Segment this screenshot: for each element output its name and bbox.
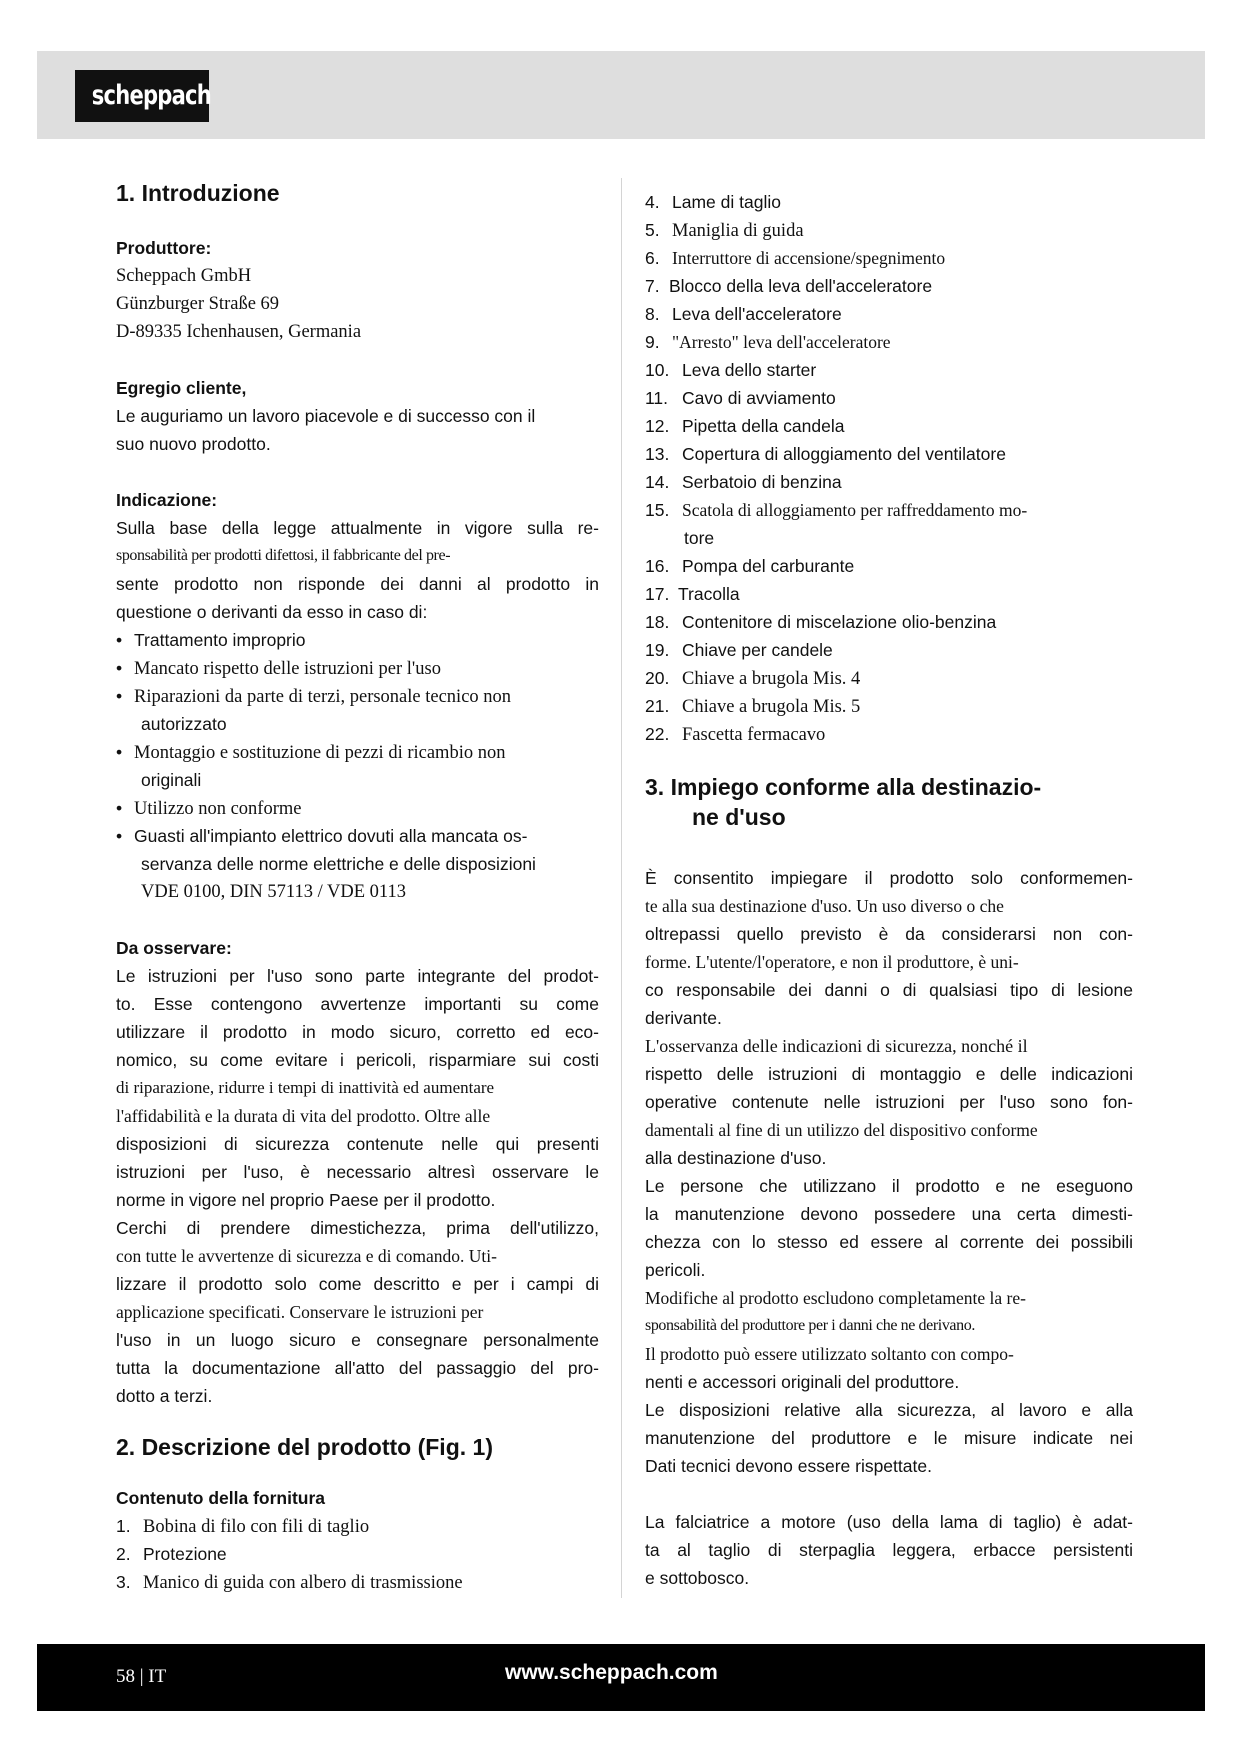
intended-use-text: nenti e accessori originali del produttore. [645,1372,960,1392]
dear-customer-text: Le auguriamo un lavoro piacevole e di successo con il [116,406,536,426]
list-item: 5. Maniglia di guida [645,220,804,241]
intended-use-text: ta al taglio di sterpaglia leggera, erbacce persistenti [645,1540,1133,1560]
list-item: 19. Chiave per candele [645,640,833,660]
observe-text: l'affidabilità e la durata di vita del prodotto. Oltre alle [116,1106,491,1126]
observe-text: to. Esse contengono avvertenze importanti su come [116,994,599,1014]
intended-use-text: sponsabilità del produttore per i danni che ne derivano. [645,1317,975,1334]
intended-use-text: La falciatrice a motore (uso della lama di taglio) è adat- [645,1512,1133,1532]
notice-text: sponsabilità per prodotti difettosi, il fabbricante del pre- [116,547,451,564]
manufacturer-line: Scheppach GmbH [116,266,252,286]
bullet-item: • Riparazioni da parte di terzi, personale tecnico non [116,686,512,707]
bullet-item: • Montaggio e sostituzione di pezzi di ricambio non [116,742,506,763]
list-item: 18. Contenitore di miscelazione olio-benzina [645,612,997,632]
dear-customer-label: Egregio cliente, [116,378,247,398]
list-item: 1. Bobina di filo con fili di taglio [116,1516,370,1537]
notice-text: Sulla base della legge attualmente in vigore sulla re- [116,518,599,538]
left-column [116,178,599,1596]
page-number: 58 | IT [116,1666,167,1687]
list-item: 20. Chiave a brugola Mis. 4 [645,668,861,689]
intended-use-text: Dati tecnici devono essere rispettate. [645,1456,932,1476]
intended-use-text: forme. L'utente/l'operatore, e non il produttore, è uni- [645,952,1019,972]
intended-use-text: rispetto delle istruzioni di montaggio e delle indicazioni [645,1064,1133,1084]
intended-use-text: chezza con lo stesso ed essere al corrente dei possibili [645,1232,1133,1252]
intended-use-text: manutenzione del produttore e le misure indicate nei [645,1428,1133,1448]
observe-text: di riparazione, ridurre i tempi di inattività ed aumentare [116,1078,495,1097]
intended-use-text: L'osservanza delle indicazioni di sicurezza, nonché il [645,1036,1028,1056]
list-item: 22. Fascetta fermacavo [645,724,826,745]
bullet-item: • Mancato rispetto delle istruzioni per l'uso [116,658,441,679]
observe-text: Le istruzioni per l'uso sono parte integrante del prodot- [116,966,599,986]
observe-text: disposizioni di sicurezza contenute nelle qui presenti [116,1134,599,1154]
brand-logo [75,70,209,122]
list-item: 14. Serbatoio di benzina [645,472,842,492]
intended-use-text: alla destinazione d'uso. [645,1148,827,1168]
list-item-cont: tore [684,528,715,548]
intended-use-text: Modifiche al prodotto escludono completamente la re- [645,1288,1026,1308]
observe-text: istruzioni per l'uso, è necessario altresì osservare le [116,1162,599,1182]
intended-use-text: Le disposizioni relative alla sicurezza, al lavoro e alla [645,1400,1133,1420]
observe-text: tutta la documentazione all'atto del passaggio del pro- [116,1358,599,1378]
observe-text: nomico, su come evitare i pericoli, risparmiare sui costi [116,1050,599,1070]
observe-text: utilizzare il prodotto in modo sicuro, corretto ed eco- [116,1022,599,1042]
notice-label: Indicazione: [116,490,218,510]
observe-label: Da osservare: [116,938,232,958]
column-divider [621,178,622,1598]
intended-use-text: oltrepassi quello previsto è da considerarsi non con- [645,924,1133,944]
section-title-description: 2. Descrizione del prodotto (Fig. 1) [116,1434,493,1460]
observe-text: norme in vigore nel proprio Paese per il prodotto. [116,1190,496,1210]
bullet-item: • Guasti all'impianto elettrico dovuti alla mancata os- [116,826,528,846]
list-item: 9. "Arresto" leva dell'acceleratore [645,332,891,352]
intended-use-text: È consentito impiegare il prodotto solo conformemen- [645,868,1133,888]
list-item: 7. Blocco della leva dell'acceleratore [645,276,933,296]
manufacturer-label: Produttore: [116,238,212,258]
manufacturer-line: D-89335 Ichenhausen, Germania [116,322,362,342]
list-item: 15. Scatola di alloggiamento per raffreddamento mo- [645,500,1028,520]
observe-text: Cerchi di prendere dimestichezza, prima dell'utilizzo, [116,1218,599,1238]
intended-use-text: Il prodotto può essere utilizzato soltanto con compo- [645,1344,1014,1364]
list-item: 11. Cavo di avviamento [645,388,836,408]
section-title-intended-use: 3. Impiego conforme alla destinazio- [645,774,1042,800]
list-item: 12. Pipetta della candela [645,416,845,436]
bullet-item: • Trattamento improprio [116,630,306,650]
intended-use-text: operative contenute nelle istruzioni per l'uso sono fon- [645,1092,1133,1112]
observe-text: l'uso in un luogo sicuro e consegnare personalmente [116,1330,599,1350]
bullet-item-cont: originali [141,770,202,790]
intended-use-text: e sottobosco. [645,1568,750,1588]
bullet-item: • Utilizzo non conforme [116,798,302,819]
bullet-item-cont: VDE 0100, DIN 57113 / VDE 0113 [141,882,406,902]
intended-use-text: pericoli. [645,1260,706,1280]
list-item: 16. Pompa del carburante [645,556,855,576]
right-column [645,188,1133,1592]
manufacturer-line: Günzburger Straße 69 [116,294,280,314]
contents-label: Contenuto della fornitura [116,1488,326,1508]
section-title-intended-use-cont: ne d'uso [692,804,786,830]
list-item: 2. Protezione [116,1544,227,1564]
list-item: 3. Manico di guida con albero di trasmissione [116,1572,463,1593]
list-item: 10. Leva dello starter [645,360,817,380]
list-item: 21. Chiave a brugola Mis. 5 [645,696,861,717]
list-item: 17. Tracolla [645,584,740,604]
list-item: 4. Lame di taglio [645,192,781,212]
logo-text: scheppach [91,80,211,111]
dear-customer-text: suo nuovo prodotto. [116,434,271,454]
website-url: www.scheppach.com [505,1661,718,1684]
notice-text: questione o derivanti da esso in caso di: [116,602,428,622]
observe-text: applicazione specificati. Conservare le istruzioni per [116,1302,484,1322]
intended-use-text: co responsabile dei danni o di qualsiasi tipo di lesione [645,980,1133,1000]
intended-use-text: Le persone che utilizzano il prodotto e ne eseguono [645,1176,1133,1196]
intended-use-text: te alla sua destinazione d'uso. Un uso diverso o che [645,896,1004,916]
observe-text: con tutte le avvertenze di sicurezza e di comando. Uti- [116,1246,497,1266]
list-item: 6. Interruttore di accensione/spegnimento [645,248,946,268]
bullet-item-cont: autorizzato [141,714,227,734]
list-item: 8. Leva dell'acceleratore [645,304,842,324]
list-item: 13. Copertura di alloggiamento del ventilatore [645,444,1006,464]
observe-text: lizzare il prodotto solo come descritto e per i campi di [116,1274,599,1294]
observe-text: dotto a terzi. [116,1386,213,1406]
bullet-item-cont: servanza delle norme elettriche e delle disposizioni [141,854,536,874]
intended-use-text: derivante. [645,1008,722,1028]
intended-use-text: la manutenzione devono possedere una certa dimesti- [645,1204,1133,1224]
notice-text: sente prodotto non risponde dei danni al prodotto in [116,574,599,594]
header-band [37,51,1205,139]
section-title-intro: 1. Introduzione [116,180,280,206]
intended-use-text: damentali al fine di un utilizzo del dispositivo conforme [645,1120,1038,1140]
